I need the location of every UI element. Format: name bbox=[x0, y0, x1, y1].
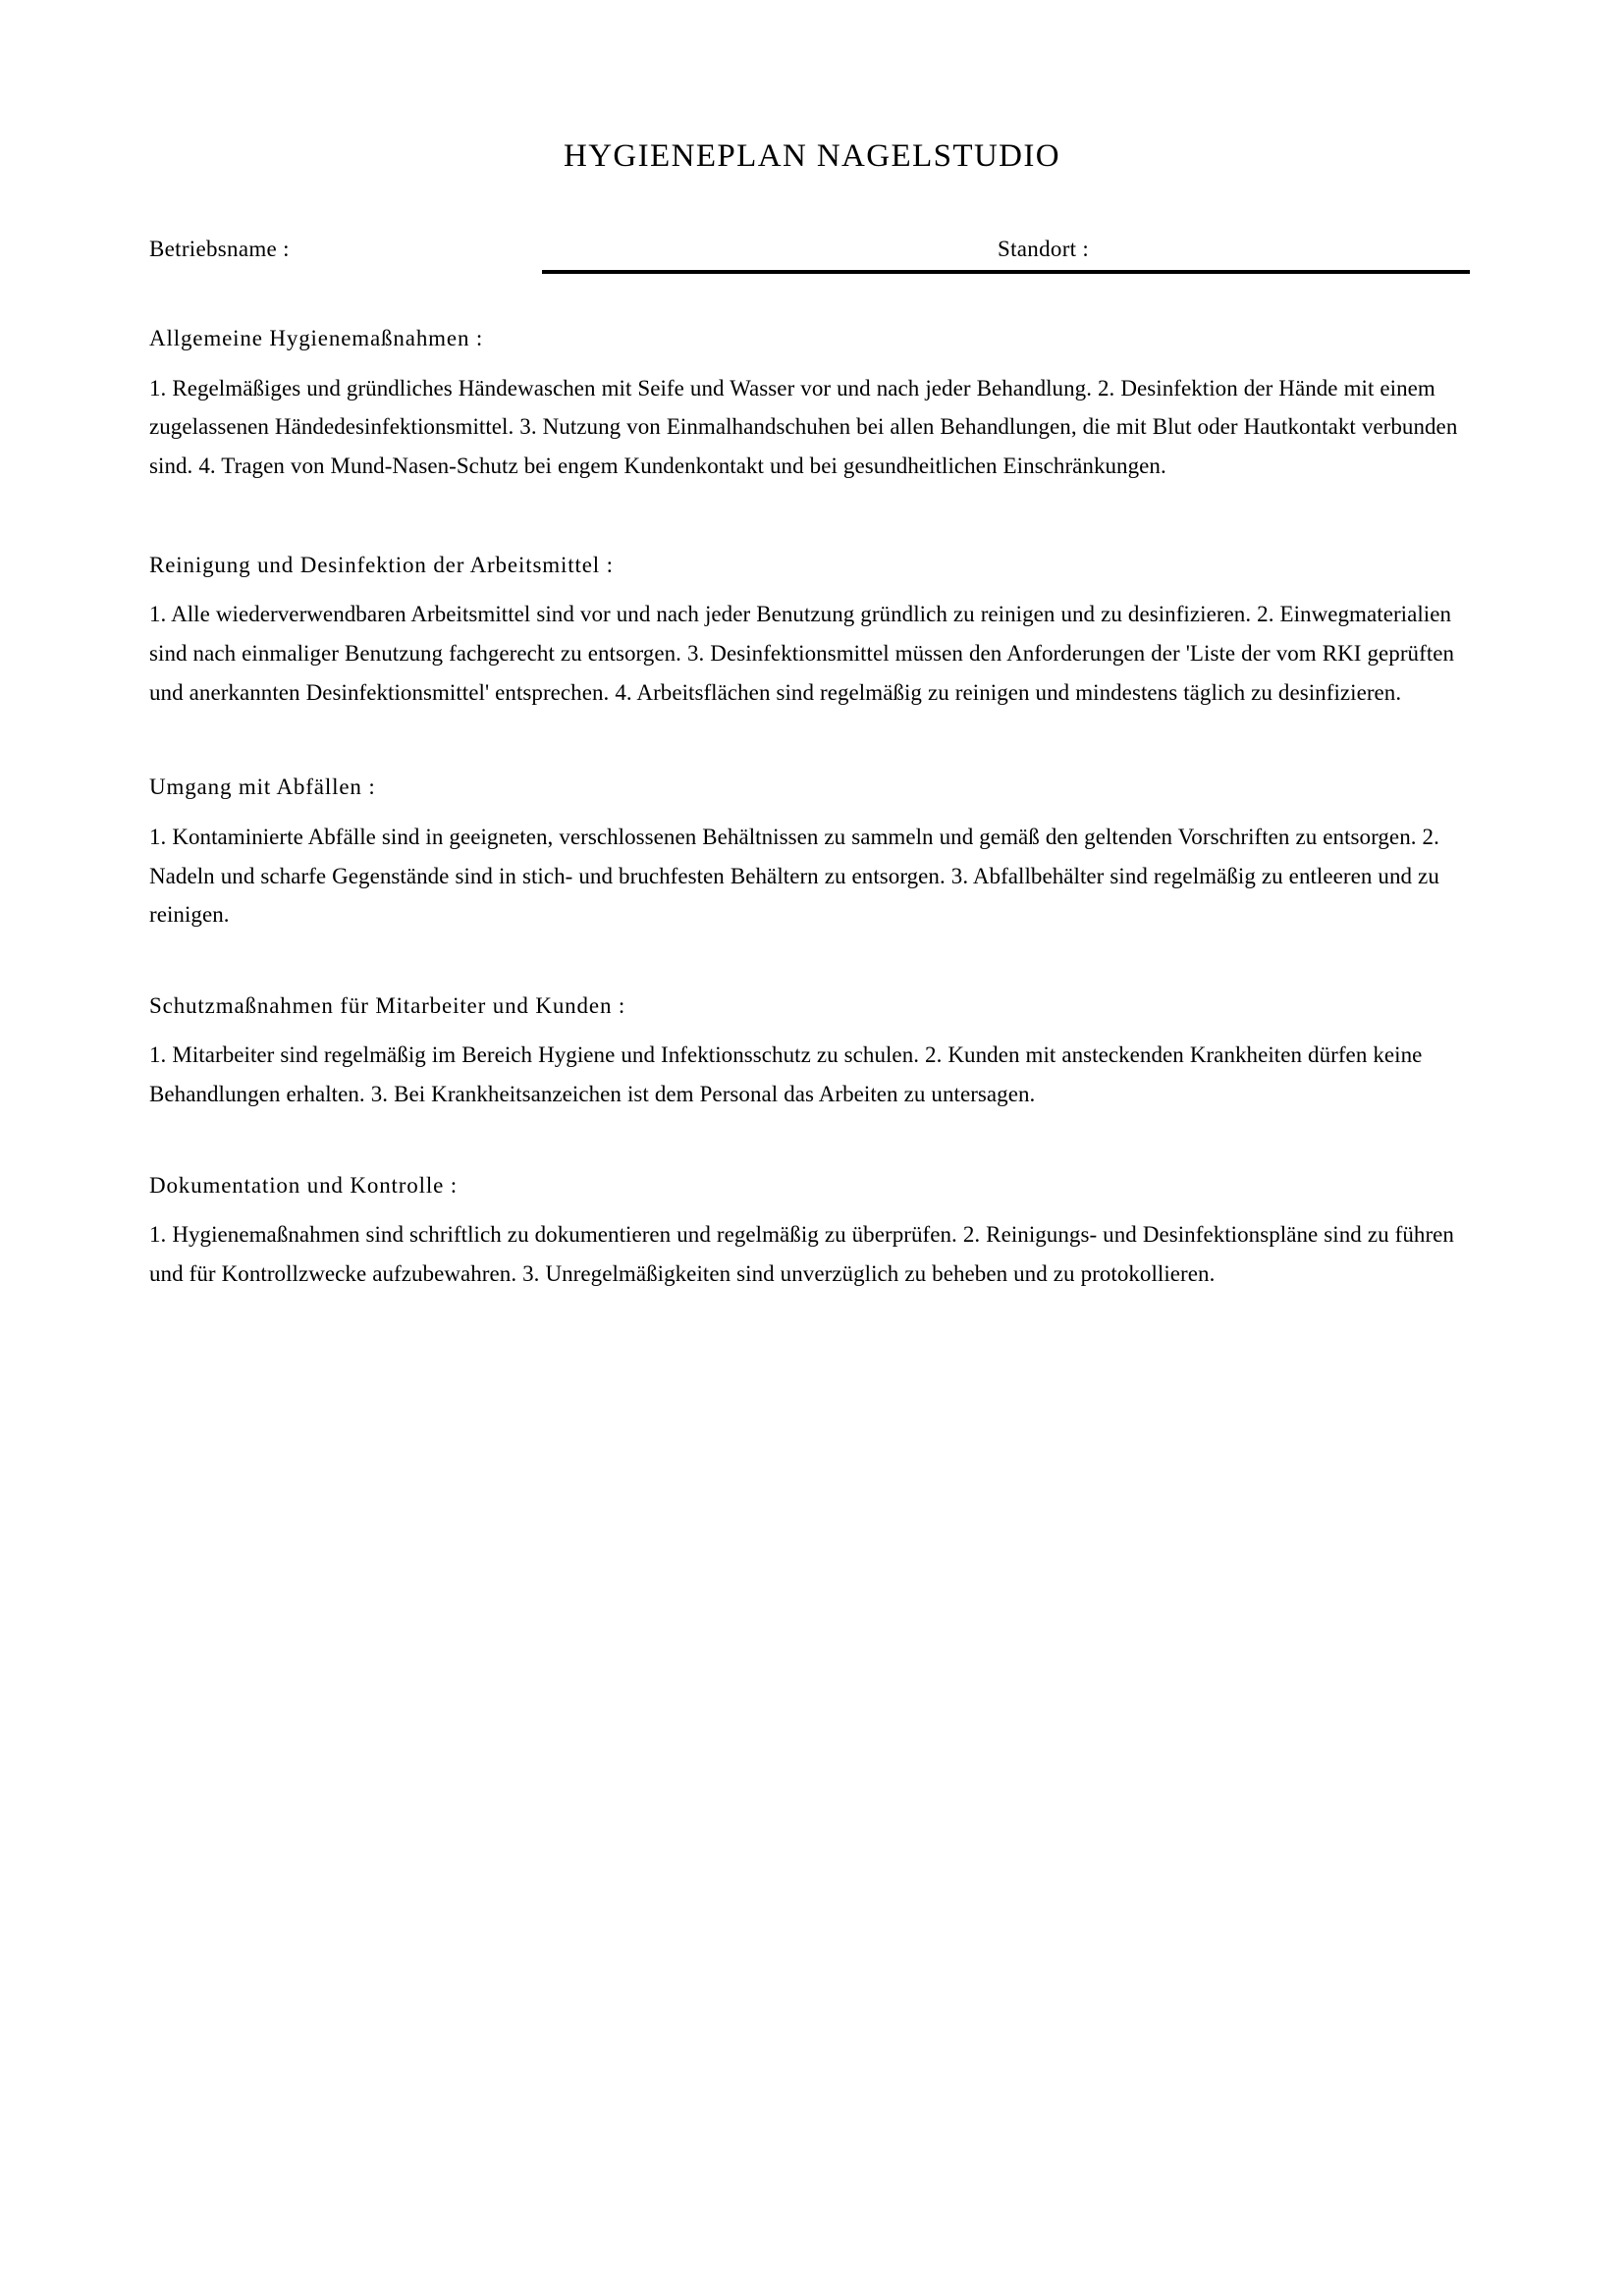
section-heading: Schutzmaßnahmen für Mitarbeiter und Kunden : bbox=[149, 992, 626, 1018]
section-heading: Dokumentation und Kontrolle : bbox=[149, 1172, 459, 1198]
section-heading: Reinigung und Desinfektion der Arbeitsmittel : bbox=[149, 552, 614, 577]
section-dokumentation-und-kontrolle bbox=[149, 1171, 1485, 1294]
section-body: 1. Regelmäßiges und gründliches Händewaschen mit Seife und Wasser vor und nach jeder Behandlung. 2. Desinfektion der Hände mit einem zugelassenen Händedesinfektionsmittel. 3. Nutzung von Einmalhandschuhen bei allen Behandlungen, die mit Blut oder Hautkontakt verbunden sind. 4. Tragen von Mund-Nasen-Schutz bei engem Kundenkontakt und bei gesundheitlichen Einschränkungen. bbox=[149, 375, 1458, 478]
section-reinigung-und-desinfektion bbox=[149, 551, 1485, 713]
section-allgemeine-hygienemassnahmen bbox=[149, 324, 1485, 486]
section-body: 1. Hygienemaßnahmen sind schriftlich zu dokumentieren und regelmäßig zu überprüfen. 2. Reinigungs- und Desinfektionspläne sind zu führen und für Kontrollzwecke aufzubewahren. 3. Unregelmäßigkeiten sind unverzüglich zu beheben und zu protokollieren. bbox=[149, 1222, 1454, 1287]
section-schutzmassnahmen bbox=[149, 991, 1485, 1114]
section-body: 1. Mitarbeiter sind regelmäßig im Bereich Hygiene und Infektionsschutz zu schulen. 2. Kunden mit ansteckenden Krankheiten dürfen keine Behandlungen erhalten. 3. Bei Krankheitsanzeichen ist dem Personal das Arbeiten zu untersagen. bbox=[149, 1042, 1423, 1107]
section-umgang-mit-abfaellen bbox=[149, 773, 1485, 934]
section-body: 1. Kontaminierte Abfälle sind in geeigneten, verschlossenen Behältnissen zu sammeln und gemäß den geltenden Vorschriften zu entsorgen. 2. Nadeln und scharfe Gegenstände sind in stich- und bruchfesten Behältern zu entsorgen. 3. Abfallbehälter sind regelmäßig zu entleeren und zu reinigen. bbox=[149, 824, 1439, 928]
header-fields bbox=[0, 236, 1624, 294]
sections-container bbox=[149, 324, 1485, 1294]
standort-label: Standort : bbox=[998, 237, 1090, 261]
page-title: HYGIENEPLAN NAGELSTUDIO bbox=[563, 138, 1061, 175]
section-heading: Allgemeine Hygienemaßnahmen : bbox=[149, 326, 484, 350]
header-fill-in-rule bbox=[542, 270, 1470, 274]
section-heading: Umgang mit Abfällen : bbox=[149, 774, 376, 800]
section-body: 1. Alle wiederverwendbaren Arbeitsmittel sind vor und nach jeder Benutzung gründlich zu reinigen und zu desinfizieren. 2. Einwegmaterialien sind nach einmaliger Benutzung fachgerecht zu entsorgen. 3. Desinfektionsmittel müssen den Anforderungen der 'Liste der vom RKI geprüften und anerkannten Desinfektionsmittel' entsprechen. 4. Arbeitsflächen sind regelmäßig zu reinigen und mindestens täglich zu desinfizieren. bbox=[149, 602, 1455, 705]
betriebsname-label: Betriebsname : bbox=[149, 237, 290, 261]
